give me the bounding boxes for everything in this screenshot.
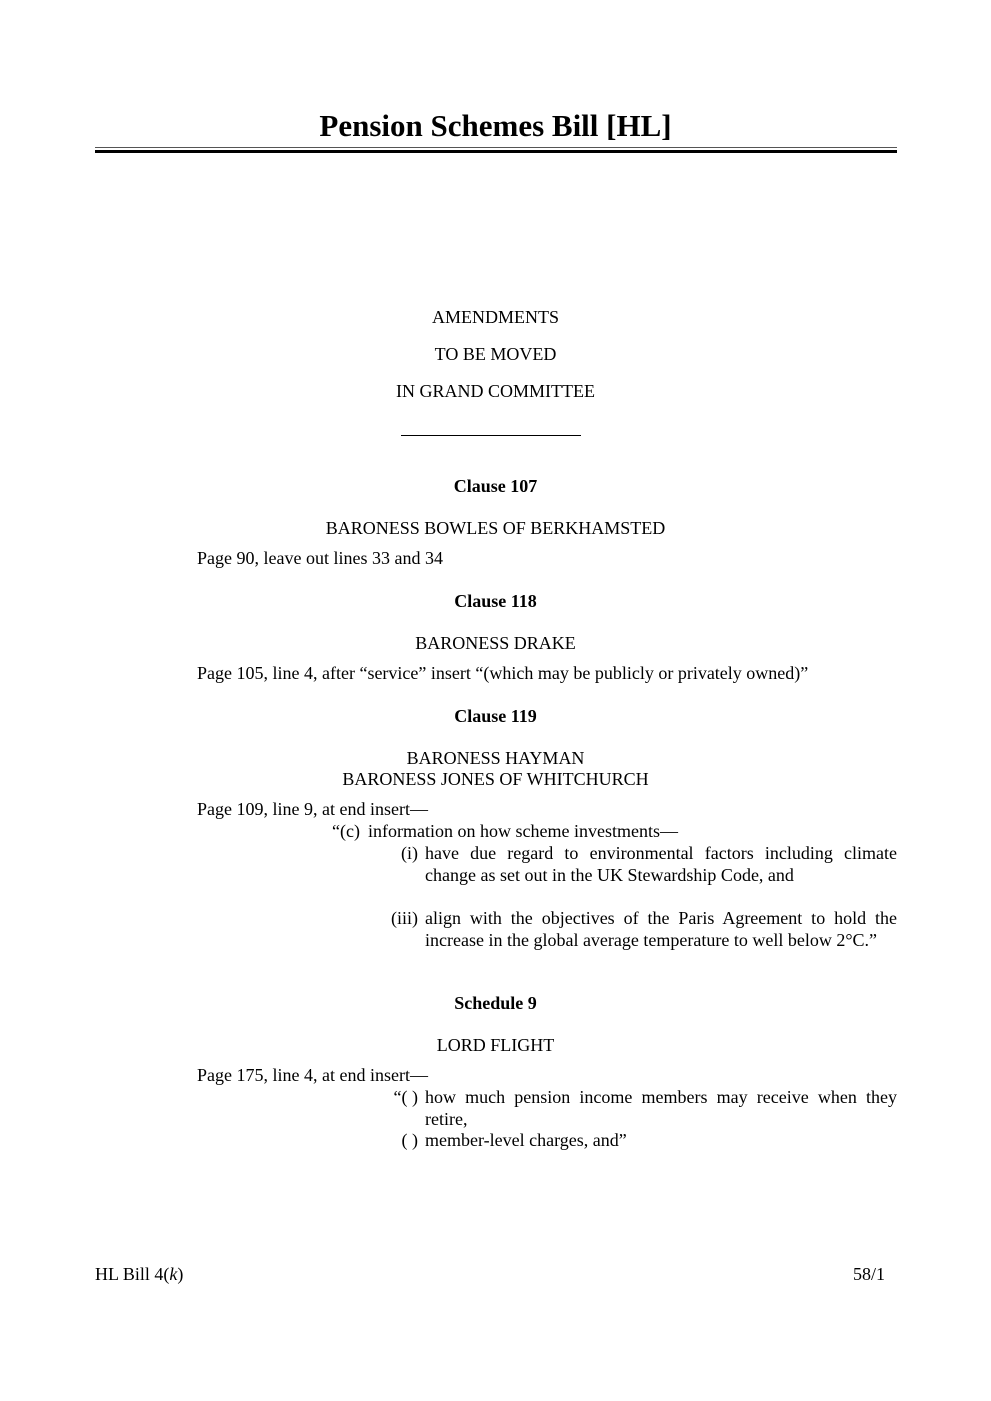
amendment-text: Page 105, line 4, after “service” insert “(which may be publicly or privately owned)” xyxy=(197,663,809,683)
paragraph-label: “( ) xyxy=(393,1087,418,1107)
heading-line: IN GRAND COMMITTEE xyxy=(396,381,595,401)
paragraph-text: member-level charges, and” xyxy=(425,1130,627,1150)
paragraph-label: ( ) xyxy=(401,1130,418,1150)
title-rule-thick xyxy=(95,150,897,153)
subparagraph-label: (iii) xyxy=(391,908,418,928)
paragraph-text: information on how scheme investments— xyxy=(368,821,678,841)
mover-name: LORD FLIGHT xyxy=(436,1035,555,1055)
amendment-text: Page 109, line 9, at end insert— xyxy=(197,799,428,819)
clause-heading: Clause 107 xyxy=(453,476,538,496)
subparagraph-label: (i) xyxy=(401,843,418,863)
amendment-text: Page 175, line 4, at end insert— xyxy=(197,1065,428,1085)
clause-heading: Schedule 9 xyxy=(454,993,537,1013)
subparagraph-text: align with the objectives of the Paris Agreement to hold the increase in the global average temperature to well below 2°C.” xyxy=(425,908,897,950)
bill-suffix: ) xyxy=(177,1264,184,1284)
mover-name: BARONESS DRAKE xyxy=(415,633,576,653)
section-divider xyxy=(401,435,581,436)
mover-name: BARONESS JONES OF WHITCHURCH xyxy=(342,769,649,789)
title-rule-thin xyxy=(95,147,897,148)
mover-name: BARONESS BOWLES OF BERKHAMSTED xyxy=(325,518,666,538)
clause-heading: Clause 119 xyxy=(454,706,537,726)
amendment-text: Page 90, leave out lines 33 and 34 xyxy=(197,548,443,568)
paragraph-label: “(c) xyxy=(332,821,360,841)
heading-line: TO BE MOVED xyxy=(434,344,557,364)
mover-name: BARONESS HAYMAN xyxy=(406,748,585,768)
paragraph-text: how much pension income members may receive when they retire, xyxy=(425,1087,897,1129)
bill-reference xyxy=(95,1264,183,1286)
page-number: 58/1 xyxy=(852,1264,885,1284)
subparagraph-text: have due regard to environmental factors including climate change as set out in the UK Stewardship Code, and xyxy=(425,843,897,885)
bill-letter: k xyxy=(169,1264,178,1284)
heading-line: AMENDMENTS xyxy=(431,307,559,327)
document-title: Pension Schemes Bill [HL] xyxy=(319,108,672,143)
clause-heading: Clause 118 xyxy=(454,591,537,611)
bill-prefix: HL Bill 4( xyxy=(95,1264,170,1284)
